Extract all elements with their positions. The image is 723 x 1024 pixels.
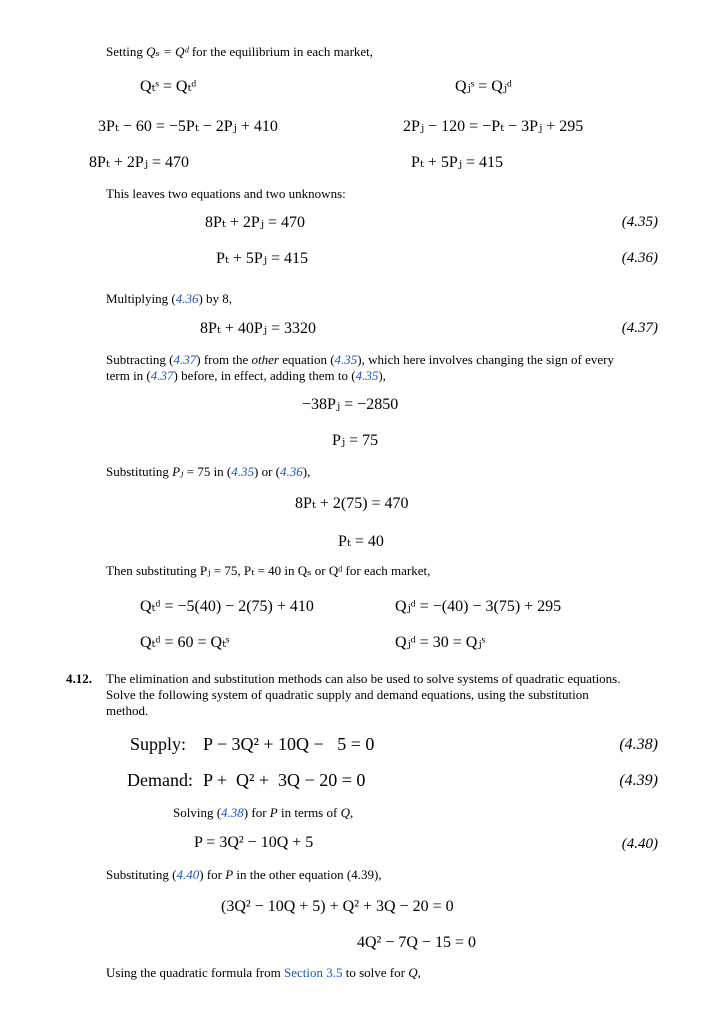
equation-number-4-40: (4.40) xyxy=(621,836,658,852)
equation-number-4-38: (4.38) xyxy=(619,736,658,753)
equation-4-37: 8Pₜ + 40Pⱼ = 3320 xyxy=(200,320,317,337)
right-system-line-1: Qⱼˢ = Qⱼᵈ xyxy=(455,78,512,95)
using-quadratic-text: Using the quadratic formula from Section 3.5 to solve for Q, xyxy=(106,965,421,980)
ref-link-4-37[interactable]: 4.37 xyxy=(173,352,197,367)
demand-equation: P + Q² + 3Q − 20 = 0 xyxy=(203,770,366,790)
ref-link-4-40[interactable]: 4.40 xyxy=(176,867,200,882)
ref-link-4-35[interactable]: 4.35 xyxy=(231,464,255,479)
leaves-text: This leaves two equations and two unknowns: xyxy=(106,186,346,201)
subtracting-line-2: term in (4.37) before, in effect, adding them to (4.35), xyxy=(106,368,386,383)
intro-text: Setting Qₛ = Qᵈ for the equilibrium in each market, xyxy=(106,44,374,59)
ref-link-4-38[interactable]: 4.38 xyxy=(221,805,244,820)
equation-number-4-35: (4.35) xyxy=(621,214,658,230)
check-left-line-1: Qₜᵈ = −5(40) − 2(75) + 410 xyxy=(140,598,314,615)
problem-number: 4.12. xyxy=(66,671,92,686)
quadratic-simplified: 4Q² − 7Q − 15 = 0 xyxy=(357,934,476,951)
pt-substitution: 8Pₜ + 2(75) = 470 xyxy=(295,495,409,512)
supply-label: Supply: xyxy=(130,734,187,754)
equation-4-35: 8Pₜ + 2Pⱼ = 470 xyxy=(205,214,306,231)
equilibrium-condition-inline: Qₛ = Qᵈ xyxy=(146,44,189,59)
substituting-pj-text: Substituting Pⱼ = 75 in (4.35) or (4.36), xyxy=(106,464,311,479)
equation-number-4-37: (4.37) xyxy=(621,320,658,336)
check-right-line-1: Qⱼᵈ = −(40) − 3(75) + 295 xyxy=(395,598,562,615)
pt-value: Pₜ = 40 xyxy=(338,533,384,550)
supply-equation: P − 3Q² + 10Q − 5 = 0 xyxy=(203,734,375,754)
right-system-line-2: 2Pⱼ − 120 = −Pₜ − 3Pⱼ + 295 xyxy=(403,118,584,135)
left-system-line-3: 8Pₜ + 2Pⱼ = 470 xyxy=(89,154,190,171)
ref-link-4-36[interactable]: 4.36 xyxy=(175,291,199,306)
subtracting-line-1: Subtracting (4.37) from the other equation (4.35), which here involves changing the sign of every xyxy=(106,352,614,367)
equation-4-40: P = 3Q² − 10Q + 5 xyxy=(194,834,314,851)
subtraction-result: −38Pⱼ = −2850 xyxy=(302,396,399,413)
right-system-line-3: Pₜ + 5Pⱼ = 415 xyxy=(411,154,504,171)
section-3-5-link[interactable]: Section 3.5 xyxy=(283,965,343,980)
quadratic-substitution: (3Q² − 10Q + 5) + Q² + 3Q − 20 = 0 xyxy=(221,898,454,915)
equation-number-4-39: (4.39) xyxy=(619,772,658,789)
equation-number-4-36: (4.36) xyxy=(621,250,658,266)
equation-4-36: Pₜ + 5Pⱼ = 415 xyxy=(216,250,309,267)
problem-line-2: Solve the following system of quadratic supply and demand equations, using the substitution xyxy=(106,687,589,702)
pj-value: Pⱼ = 75 xyxy=(332,432,379,449)
check-right-line-2: Qⱼᵈ = 30 = Qⱼˢ xyxy=(395,634,485,651)
demand-label: Demand: xyxy=(127,770,193,790)
problem-line-1: The elimination and substitution methods can also be used to solve systems of quadratic equations. xyxy=(106,671,621,686)
left-system-line-2: 3Pₜ − 60 = −5Pₜ − 2Pⱼ + 410 xyxy=(98,118,278,135)
ref-link-4-35[interactable]: 4.35 xyxy=(355,368,379,383)
left-system-line-1: Qₜˢ = Qₜᵈ xyxy=(140,78,197,95)
ref-link-4-37[interactable]: 4.37 xyxy=(150,368,174,383)
multiplying-text: Multiplying (4.36) by 8, xyxy=(106,291,233,306)
check-left-line-2: Qₜᵈ = 60 = Qₜˢ xyxy=(140,634,230,651)
solving-text: Solving (4.38) for P in terms of Q, xyxy=(173,805,354,820)
ref-link-4-35[interactable]: 4.35 xyxy=(334,352,358,367)
ref-link-4-36[interactable]: 4.36 xyxy=(280,464,303,479)
substituting-440-text: Substituting (4.40) for P in the other equation (4.39), xyxy=(106,867,382,882)
problem-line-3: method. xyxy=(106,703,149,718)
then-substituting-text: Then substituting Pⱼ = 75, Pₜ = 40 in Qₛ or Qᵈ for each market, xyxy=(106,563,431,578)
